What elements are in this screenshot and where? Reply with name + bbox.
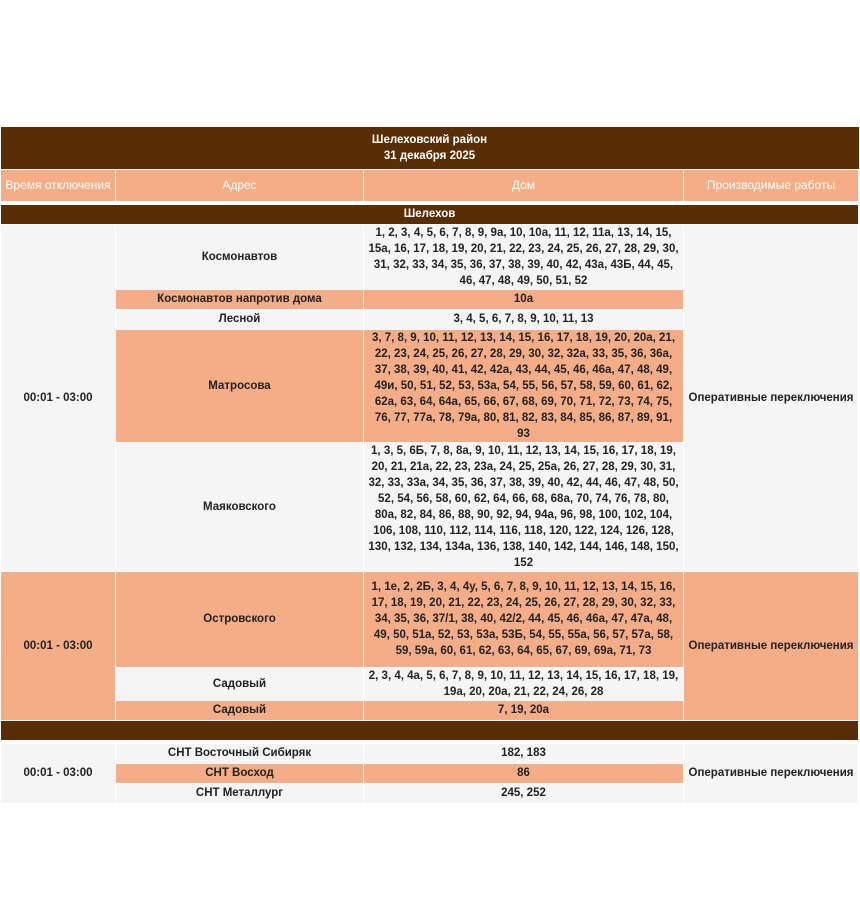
header-time: Время отключения [1, 169, 116, 201]
house-cell: 1, 1е, 2, 2Б, 3, 4, 4у, 5, 6, 7, 8, 9, 10, 11, 12, 13, 14, 15, 16, 17, 18, 19, 20, 21, 22, 23, 24, 25, 26, 27, 28, 29, 30, 32, 33, 34, 35, 36, 37/1, 38, 40, 42/2, 44, 45, 46, 46а, 47, 47а, 48, 49, 50, 51а, 52, 53, 53а, 53Б, 54, 55, 55а, 56, 57, 57а, 58, 59, 59а, 60, 61, 62, 63, 64, 65, 67, 69, 69а, 71, 73 [364, 571, 684, 667]
header-address: Адрес [116, 169, 364, 201]
table-title [1, 127, 859, 169]
house-cell: 7, 19, 20а [364, 700, 684, 720]
house-cell: 182, 183 [364, 743, 684, 763]
table-row [1, 224, 859, 289]
address-cell: СНТ Металлург [116, 783, 364, 803]
header-works: Производимые работы [684, 169, 859, 201]
outage-time: 00:01 - 03:00 [1, 571, 116, 720]
works-cell: Оперативные переключения [684, 571, 859, 720]
address-cell: Матросова [116, 329, 364, 442]
section-row [1, 204, 859, 224]
address-cell: Космонавтов [116, 224, 364, 289]
address-cell: Островского [116, 571, 364, 667]
house-cell: 3, 7, 8, 9, 10, 11, 12, 13, 14, 15, 16, 17, 18, 19, 20, 20а, 21, 22, 23, 24, 25, 26, 27, 28, 29, 30, 32, 32а, 33, 35, 36, 36а, 37, 38, 39, 40, 41, 42, 42а, 43, 44, 45, 46, 46а, 47, 48, 49, 49и, 50, 51, 52, 53, 53а, 54, 55, 56, 57, 58, 59, 60, 61, 62, 62а, 63, 64, 64а, 65, 66, 67, 68, 69, 70, 71, 72, 73, 74, 75, 76, 77, 77а, 78, 79а, 80, 81, 82, 83, 84, 85, 86, 87, 89, 91, 93 [364, 329, 684, 442]
house-cell: 3, 4, 5, 6, 7, 8, 9, 10, 11, 13 [364, 309, 684, 329]
district-name: Шелеховский район [371, 133, 488, 146]
house-cell: 245, 252 [364, 783, 684, 803]
schedule-date: 31 декабря 2025 [383, 149, 476, 162]
header-house: Дом [364, 169, 684, 201]
table-title-row [1, 127, 859, 169]
address-cell: Садовый [116, 667, 364, 700]
house-cell: 1, 3, 5, 6Б, 7, 8, 8а, 9, 10, 11, 12, 13, 14, 15, 16, 17, 18, 19, 20, 21, 21а, 22, 23, 23а, 24, 25, 25а, 26, 27, 28, 29, 30, 31, 32, 33, 33а, 34, 35, 36, 37, 38, 39, 40, 42, 44, 46, 47, 48, 50, 52, 54, 56, 58, 60, 62, 64, 66, 68, 68а, 70, 74, 76, 78, 80, 80а, 82, 84, 86, 88, 90, 92, 94, 94а, 96, 98, 100, 102, 104, 106, 108, 110, 112, 114, 116, 118, 120, 122, 124, 126, 128, 130, 132, 134, 134а, 136, 138, 140, 142, 144, 146, 148, 150, 152 [364, 442, 684, 571]
house-cell: 1, 2, 3, 4, 5, 6, 7, 8, 9, 9а, 10, 10а, 11, 12, 11а, 13, 14, 15, 15а, 16, 17, 18, 19, 20, 21, 22, 23, 24, 25, 26, 27, 28, 29, 30, 31, 32, 33, 34, 35, 36, 37, 38, 39, 40, 42, 43а, 43Б, 44, 45, 46, 47, 48, 49, 50, 51, 52 [364, 224, 684, 289]
house-cell: 86 [364, 763, 684, 783]
address-cell: Космонавтов напротив дома [116, 289, 364, 309]
outage-table [0, 127, 859, 804]
table-row [1, 571, 859, 667]
section-title: Шелехов [1, 204, 859, 224]
address-cell: Маяковского [116, 442, 364, 571]
table-row [1, 743, 859, 763]
column-header-row [1, 169, 859, 201]
address-cell: Лесной [116, 309, 364, 329]
address-cell: СНТ Восточный Сибиряк [116, 743, 364, 763]
outage-time: 00:01 - 03:00 [1, 224, 116, 571]
section-divider [1, 720, 859, 740]
outage-schedule [0, 127, 858, 804]
works-cell: Оперативные переключения [684, 743, 859, 803]
address-cell: СНТ Восход [116, 763, 364, 783]
address-cell: Садовый [116, 700, 364, 720]
house-cell: 10а [364, 289, 684, 309]
house-cell: 2, 3, 4, 4а, 5, 6, 7, 8, 9, 10, 11, 12, 13, 14, 15, 16, 17, 18, 19, 19а, 20, 20а, 21, 22, 24, 26, 28 [364, 667, 684, 700]
works-cell: Оперативные переключения [684, 224, 859, 571]
outage-time: 00:01 - 03:00 [1, 743, 116, 803]
